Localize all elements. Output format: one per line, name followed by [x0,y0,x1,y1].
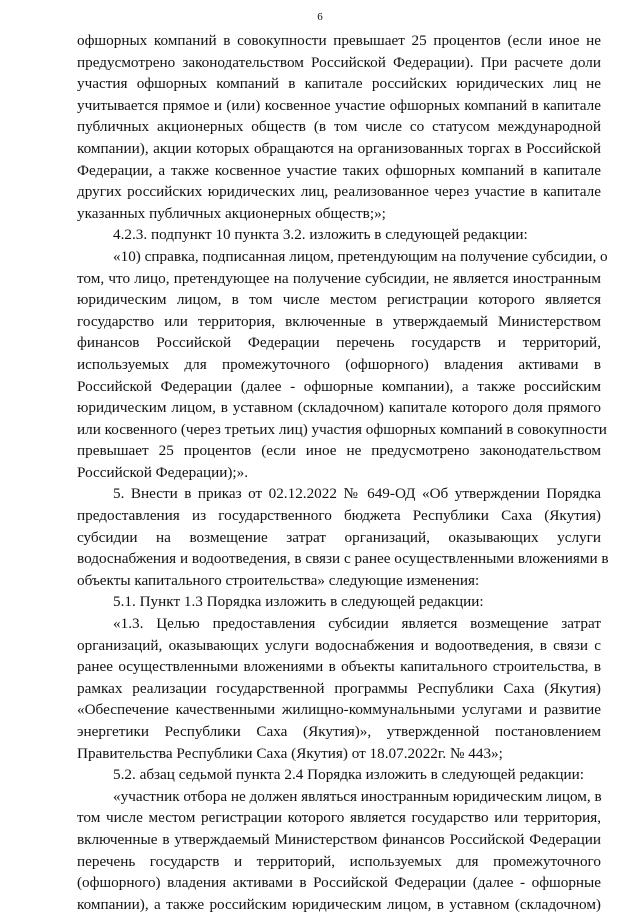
text-line: (офшорного) владения активами в Российской Федерации (далее - офшорные [77,874,601,892]
text-line: том, что лицо, претендующее на получение субсидии, не является иностранным [77,269,601,287]
text-line: «участник отбора не должен являться иностранным юридическим лицом, в [113,787,602,805]
text-line: субсидии на возмещение затрат организаций, оказывающих услуги [77,528,601,546]
text-line: включенные в утверждаемый Министерством финансов Российской Федерации [77,830,601,848]
text-line: компании), а также российским юридическим лицом, в уставном (складочном) [77,895,601,913]
text-line: других российских юридических лиц, реализованное через участие в капитале [77,183,601,201]
text-line: энергетики Республики Саха (Якутия)», утвержденной постановлением [77,723,601,740]
text-line: указанных публичных акционерных обществ;»; [77,204,386,222]
text-line: юридическим лицом, в том числе местом регистрации которого является [77,291,601,309]
text-line: ранее осуществленными вложениями в объекты капитального строительства, в [77,658,601,676]
text-line: государство или территория, включенные в утверждаемый Министерством [77,312,601,330]
text-line: Российской Федерации);». [77,463,249,481]
text-line: перечень государств и территорий, используемых для промежуточного [77,852,601,870]
text-line: объекты капитального строительства» следующие изменения: [77,571,480,589]
text-line: участия офшорных компаний в капитале российских юридических лиц не [77,75,601,93]
text-line: компании), акции которых обращаются на организованных торгах в Российской [77,139,601,157]
text-line: предусмотрено законодательством Российской Федерации). При расчете доли [77,53,601,71]
text-line: водоснабжения и водоотведения, в связи с ранее осуществленными вложениями в [77,550,609,568]
document-body [77,30,609,915]
text-line: Российской Федерации (далее - офшорные компании), а также российским [77,377,601,395]
text-line: «1.3. Целью предоставления субсидии является возмещение затрат [113,615,601,633]
text-line: учитывается прямое и (или) косвенное участие офшорных компаний в капитале [77,96,601,114]
text-line: 5.2. абзац седьмой пункта 2.4 Порядка изложить в следующей редакции: [113,766,585,784]
text-line: используемых для промежуточного (офшорного) владения активами в [77,355,601,373]
text-line: офшорных компаний в совокупности превышает 25 процентов (если иное не [77,32,601,49]
text-line: публичных акционерных обществ (в том числе со статусом международной [77,118,601,136]
text-line: том числе местом регистрации которого является государство или территория, [77,809,601,827]
text-line: «10) справка, подписанная лицом, претендующим на получение субсидии, о [113,247,608,265]
text-line: рамках реализации государственной программы Республики Саха (Якутия) [77,679,601,697]
text-line: Федерации, а также косвенное участие таких офшорных компаний в капитале [77,161,601,179]
text-line: предоставления из государственного бюджета Республики Саха (Якутия) [77,507,601,525]
text-line: 5. Внести в приказ от 02.12.2022 № 649-ОД «Об утверждении Порядка [113,485,601,503]
text-line: 5.1. Пункт 1.3 Порядка изложить в следующей редакции: [113,593,484,611]
text-line: «Обеспечение качественными жилищно-коммунальными услугами и развитие [77,701,601,719]
text-line: Правительства Республики Саха (Якутия) от 18.07.2022г. № 443»; [77,744,503,762]
text-line: юридическим лицом, в уставном (складочном) капитале которого доля прямого [77,399,601,417]
page-number: 6 [317,11,323,23]
text-line: или косвенного (через третьих лиц) участия офшорных компаний в совокупности [77,420,607,438]
text-line: превышает 25 процентов (если иное не предусмотрено законодательством [77,442,601,460]
text-line: 4.2.3. подпункт 10 пункта 3.2. изложить в следующей редакции: [113,226,528,244]
text-line: финансов Российской Федерации перечень государств и территорий, [77,334,601,352]
text-line: организаций, оказывающих услуги водоснабжения и водоотведения, в связи с [77,636,601,654]
